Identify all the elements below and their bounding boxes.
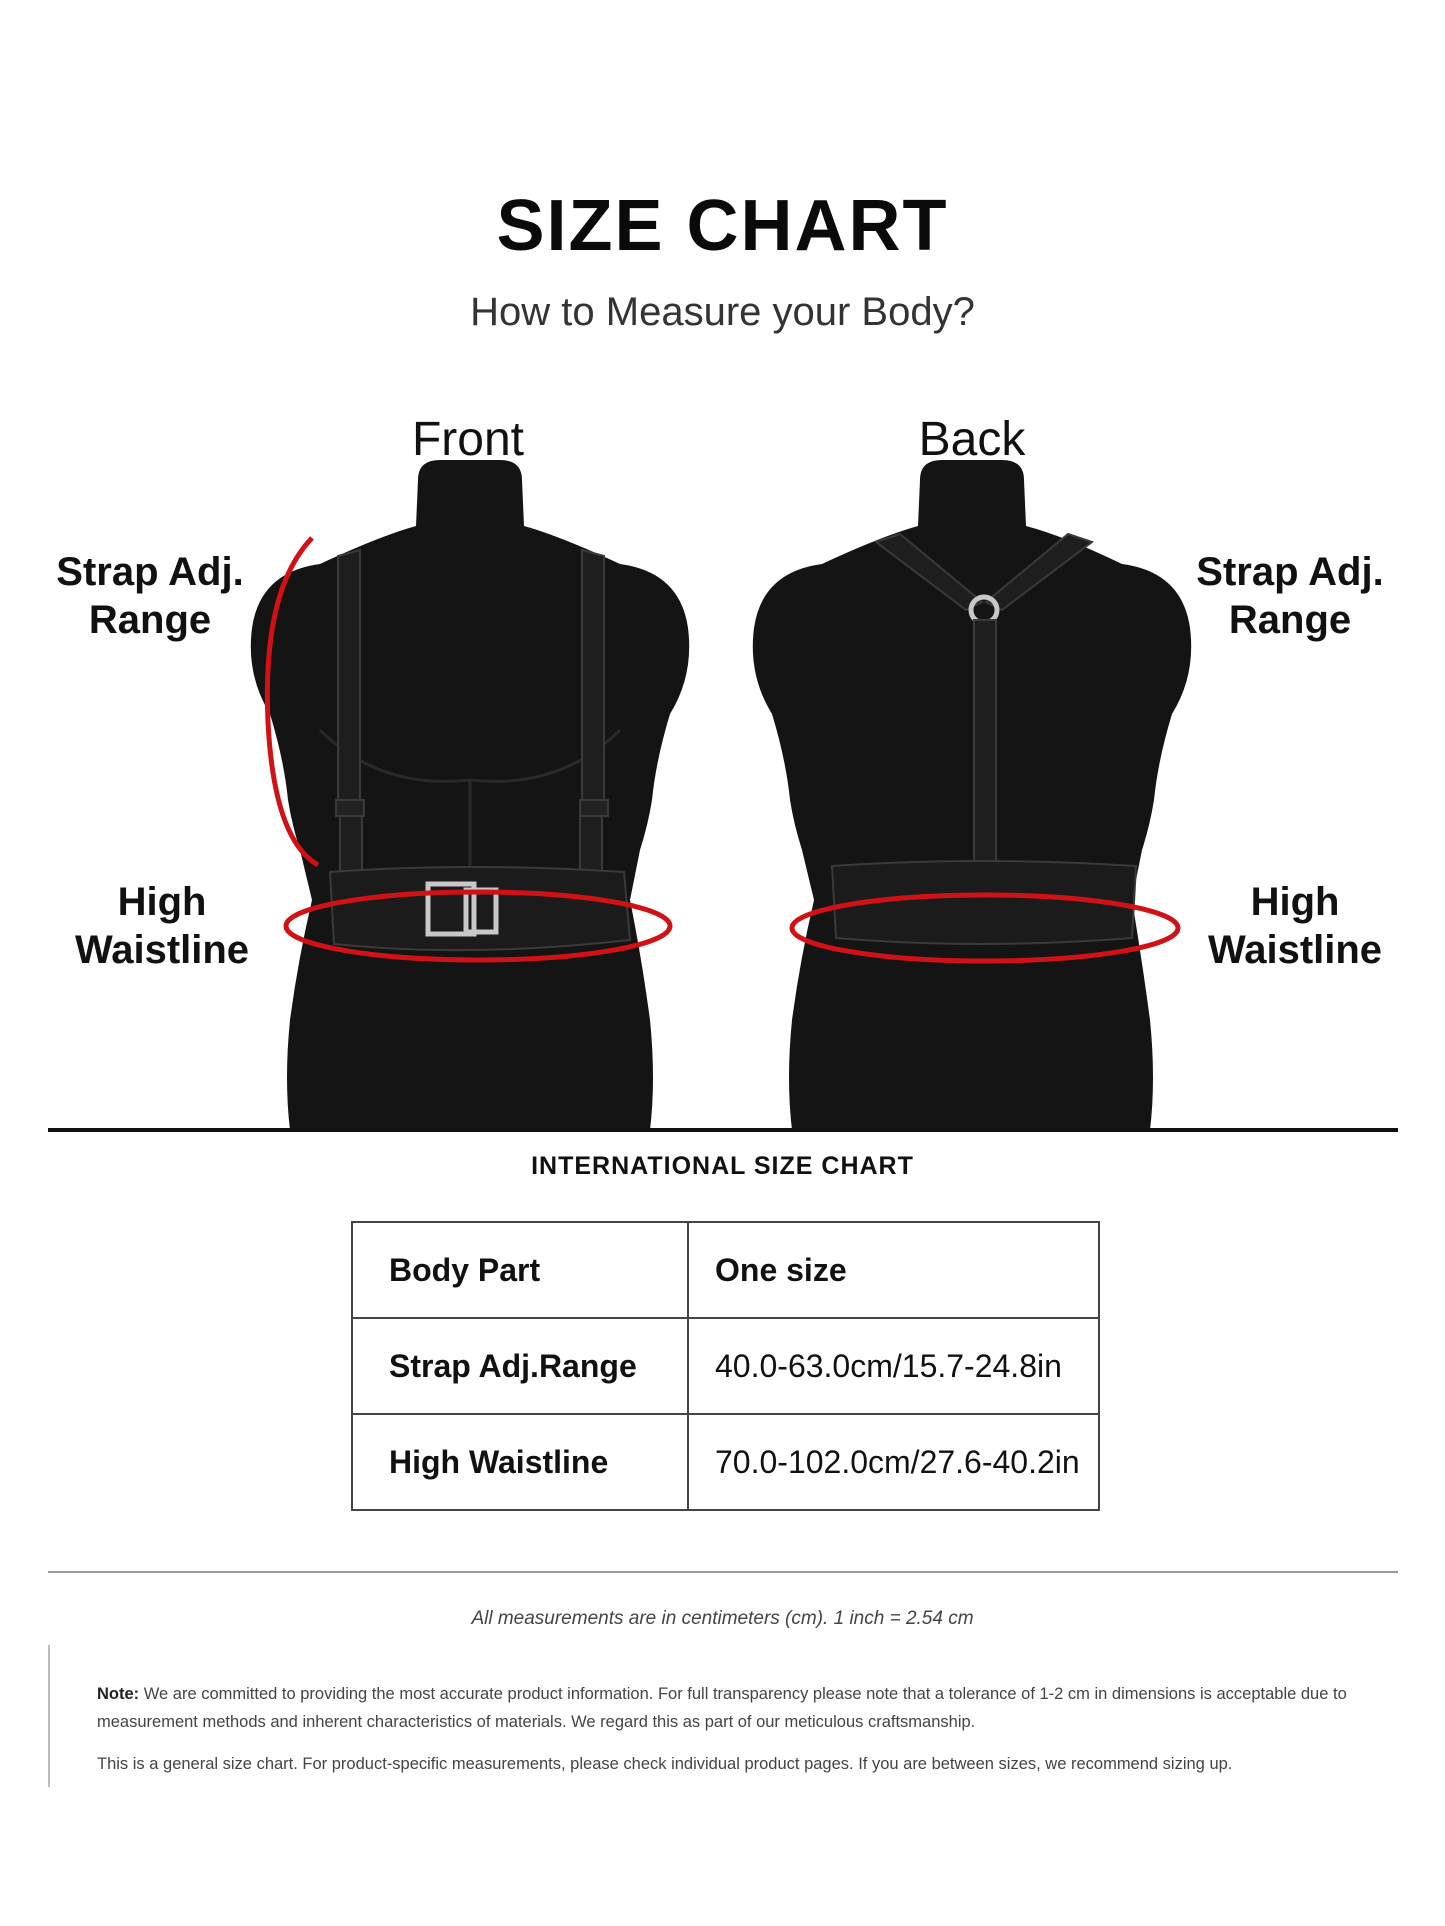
general-size-note: This is a general size chart. For product-specific measurements, please check individual product pages. If you are between sizes, we recommend sizing up. [97, 1755, 1233, 1773]
footer-divider [48, 1571, 1398, 1573]
strap-range-label-right [1160, 548, 1420, 644]
measurement-unit-note: All measurements are in centimeters (cm). 1 inch = 2.54 cm [471, 1608, 974, 1629]
strap-label-line2: Range [88, 598, 212, 642]
front-view-label: Front [411, 413, 525, 466]
strap-label-line1: Strap Adj. [1196, 550, 1384, 594]
waist-label-line1: High [1250, 880, 1340, 924]
table-row [352, 1414, 1099, 1510]
strap-label-line2: Range [1228, 598, 1352, 642]
note-accent-bar [48, 1645, 50, 1787]
body-part-cell: Strap Adj.Range [352, 1318, 688, 1414]
page-subtitle: How to Measure your Body? [470, 290, 975, 334]
table-title: INTERNATIONAL SIZE CHART [531, 1152, 914, 1180]
waist-label-line1: High [117, 880, 207, 924]
size-table [351, 1221, 1100, 1511]
strap-label-line1: Strap Adj. [56, 550, 244, 594]
size-value-cell: 70.0-102.0cm/27.6-40.2in [688, 1414, 1099, 1510]
front-mannequin [251, 460, 689, 1130]
header-cell: Body Part [352, 1222, 688, 1318]
table-row [352, 1318, 1099, 1414]
tolerance-note [97, 1680, 1387, 1736]
waist-label-line2: Waistline [74, 928, 250, 972]
body-part-cell: High Waistline [352, 1414, 688, 1510]
strap-range-label-left [20, 548, 280, 644]
waistline-label-right [1165, 878, 1425, 974]
table-header-row [352, 1222, 1099, 1318]
note-text: We are committed to providing the most accurate product information. For full transparency please note that a tolerance of 1-2 cm in dimensions is acceptable due to measurement methods and inherent characteristics of materials. We regard this as part of our meticulous craftsmanship. [97, 1685, 1347, 1731]
note-label: Note: [97, 1685, 140, 1703]
back-view-label: Back [918, 413, 1026, 466]
waist-label-line2: Waistline [1207, 928, 1383, 972]
back-mannequin [753, 460, 1191, 1130]
size-value-cell: 40.0-63.0cm/15.7-24.8in [688, 1318, 1099, 1414]
page-title: SIZE CHART [496, 186, 949, 266]
section-divider [48, 1128, 1398, 1132]
waistline-label-left [32, 878, 292, 974]
header-cell: One size [688, 1222, 1099, 1318]
